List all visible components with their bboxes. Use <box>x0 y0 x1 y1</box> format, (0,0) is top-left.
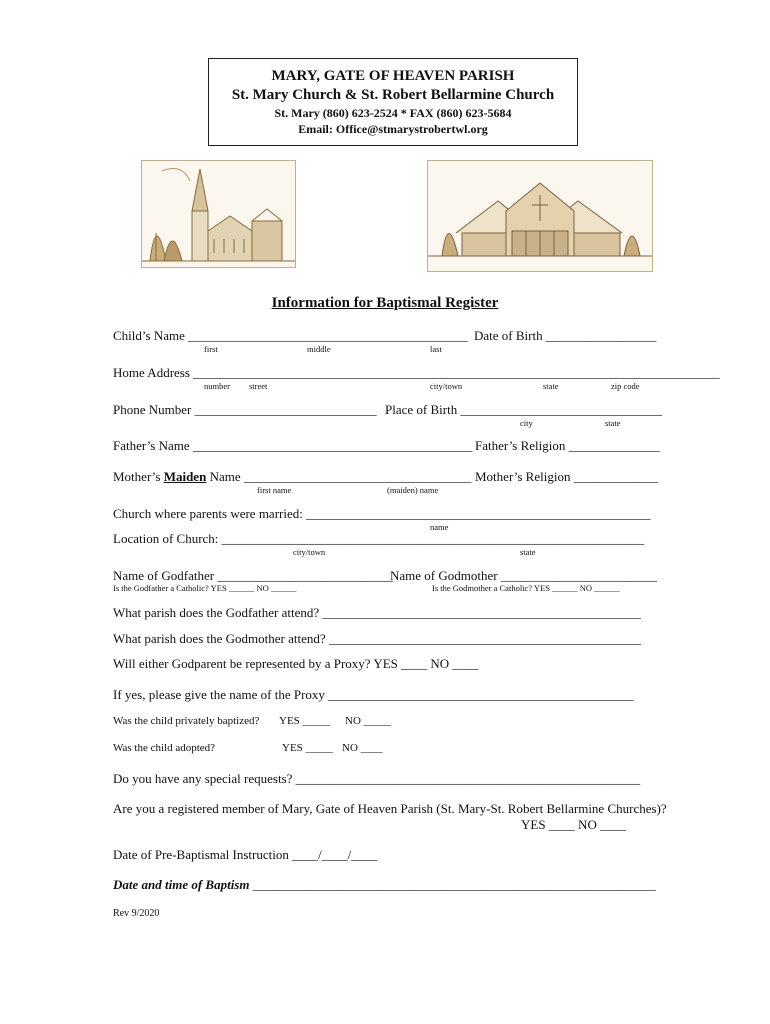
baptism-date-time-label: Date and time of Baptism <box>113 877 250 892</box>
child-name-field[interactable]: Child’s Name ___________________________________________ <box>113 328 468 343</box>
email: Email: Office@stmarystrobertwl.org <box>298 122 488 136</box>
church-married-field[interactable]: Church where parents were married: _____________________________________________________ <box>113 506 651 521</box>
registered-member-yes-no[interactable]: YES ____ NO ____ <box>521 817 627 832</box>
church-sketch-icon <box>141 160 296 268</box>
godfather-name-field[interactable]: Name of Godfather ___________________________ <box>113 568 393 583</box>
proxy-question[interactable]: Will either Godparent be represented by a Proxy? YES ____ NO ____ <box>113 656 479 671</box>
first-label: first <box>204 344 218 354</box>
location-state-label: state <box>520 547 536 557</box>
home-address-field[interactable]: Home Address _________________________________________________________________________________ <box>113 365 720 380</box>
godmother-parish-field[interactable]: What parish does the Godmother attend? ________________________________________________ <box>113 631 641 646</box>
mother-religion-field[interactable]: Mother’s Religion _____________ <box>475 469 659 484</box>
godmother-name-field[interactable]: Name of Godmother ________________________ <box>390 568 657 583</box>
baptism-date-time-line: ______________________________________________________________ <box>249 877 656 892</box>
mother-maiden-label: (maiden) name <box>387 485 439 495</box>
special-requests-field[interactable]: Do you have any special requests? _____________________________________________________ <box>113 771 641 786</box>
father-name-field[interactable]: Father’s Name ___________________________________________ <box>113 438 473 453</box>
number-label: number <box>204 381 230 391</box>
church-location-field[interactable]: Location of Church: _________________________________________________________________ <box>113 531 645 546</box>
privately-baptized-label: Was the child privately baptized? <box>113 715 260 727</box>
last-label: last <box>430 344 442 354</box>
adopted-no[interactable]: NO ____ <box>342 742 383 754</box>
middle-label: middle <box>307 344 331 354</box>
godmother-catholic-field[interactable]: Is the Godmother a Catholic? YES ______ NO ______ <box>432 583 620 593</box>
church-name-label: name <box>430 522 449 532</box>
state-label: state <box>543 381 559 391</box>
pob-state-label: state <box>605 418 621 428</box>
revision-label: Rev 9/2020 <box>113 908 160 919</box>
zip-label: zip code <box>611 381 640 391</box>
mother-suffix: Name ___________________________________ <box>206 469 472 484</box>
mother-prefix: Mother’s <box>113 469 164 484</box>
adopted-yes[interactable]: YES _____ <box>282 742 334 754</box>
adopted-label: Was the child adopted? <box>113 742 216 754</box>
maiden-label: Maiden <box>163 469 207 484</box>
modern-church-sketch-icon <box>427 160 653 272</box>
baptism-date-time-field[interactable] <box>113 877 656 893</box>
phone-fax: St. Mary (860) 623-2524 * FAX (860) 623-5684 <box>274 106 512 120</box>
godfather-parish-field[interactable]: What parish does the Godfather attend? _________________________________________________ <box>113 605 641 620</box>
city-town-label: city/town <box>430 381 463 391</box>
proxy-name-field[interactable]: If yes, please give the name of the Proxy _______________________________________________ <box>113 687 634 702</box>
privately-baptized-yes[interactable]: YES _____ <box>279 715 331 727</box>
phone-number-field[interactable]: Phone Number ____________________________ <box>113 402 377 417</box>
place-of-birth-field[interactable]: Place of Birth _______________________________ <box>385 402 662 417</box>
street-label: street <box>249 381 268 391</box>
mother-first-label: first name <box>257 485 292 495</box>
privately-baptized-no[interactable]: NO _____ <box>345 715 392 727</box>
father-religion-field[interactable]: Father’s Religion ______________ <box>475 438 660 453</box>
church-names: St. Mary Church & St. Robert Bellarmine Church <box>231 87 555 103</box>
date-of-birth-field[interactable]: Date of Birth _________________ <box>474 328 657 343</box>
prebaptismal-date-field[interactable]: Date of Pre-Baptismal Instruction ____/____/____ <box>113 847 378 862</box>
godfather-catholic-field[interactable]: Is the Godfather a Catholic? YES ______ NO ______ <box>113 583 297 593</box>
parish-name: MARY, GATE OF HEAVEN PARISH <box>271 68 515 84</box>
parish-header <box>208 58 578 146</box>
location-city-label: city/town <box>293 547 326 557</box>
form-title: Information for Baptismal Register <box>271 295 499 311</box>
mother-name-field[interactable] <box>113 469 471 485</box>
registered-member-question: Are you a registered member of Mary, Gate of Heaven Parish (St. Mary-St. Robert Bellarmine Churches)? <box>113 801 667 816</box>
pob-city-label: city <box>520 418 533 428</box>
